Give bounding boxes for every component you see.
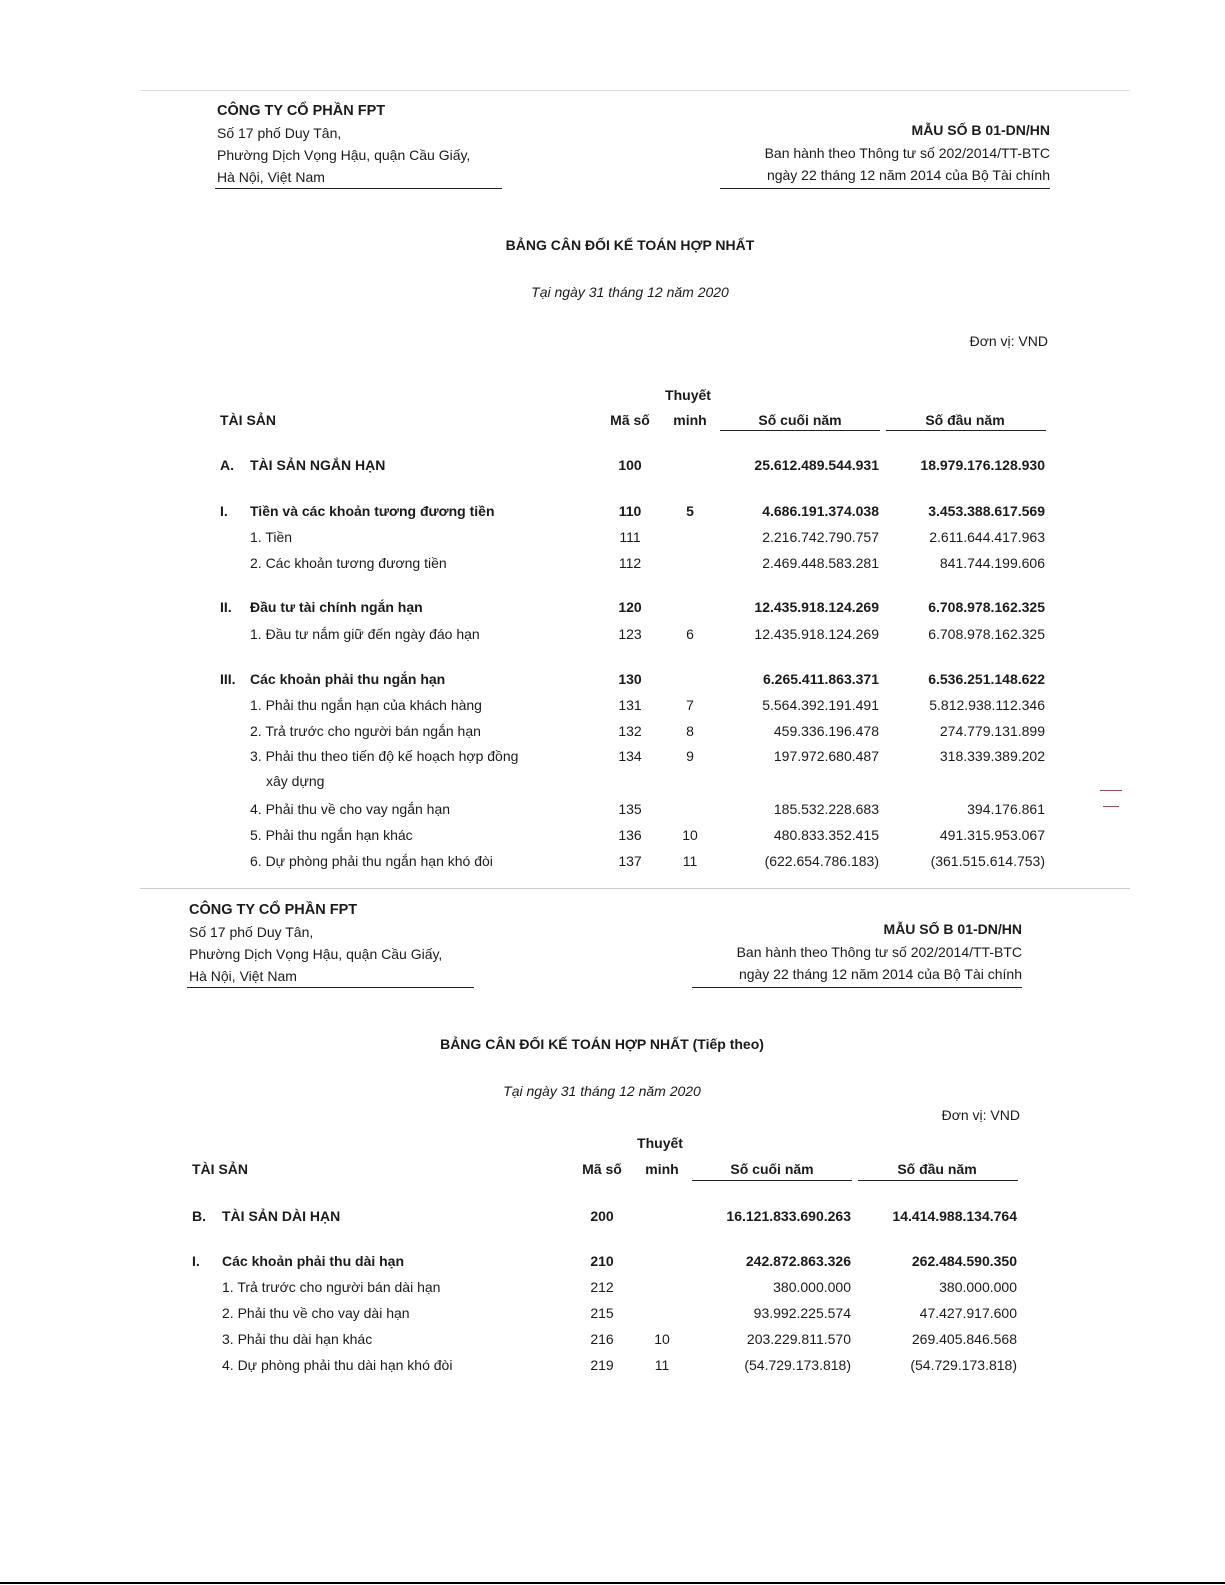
report-date: Tại ngày 31 tháng 12 năm 2020 xyxy=(531,284,729,300)
stamp-fragment xyxy=(1103,806,1119,807)
row-note: 10 xyxy=(654,1331,670,1347)
col-header-begin: Số đầu năm xyxy=(897,1161,977,1177)
col-header-note-bottom: minh xyxy=(645,1161,679,1177)
row-end-value: 185.532.228.683 xyxy=(773,801,879,817)
row-begin-value: 47.427.917.600 xyxy=(919,1305,1017,1321)
row-code: 110 xyxy=(618,503,642,519)
row-begin-value: (54.729.173.818) xyxy=(910,1357,1017,1373)
row-end-value: 4.686.191.374.038 xyxy=(762,503,879,519)
row-label: Các khoản phải thu ngắn hạn xyxy=(250,671,446,687)
row-number: B. xyxy=(192,1208,206,1224)
company-address-line: Số 17 phố Duy Tân, xyxy=(189,924,314,940)
form-line: ngày 22 tháng 12 năm 2014 của Bộ Tài chính xyxy=(766,167,1050,183)
form-line: Ban hành theo Thông tư số 202/2014/TT-BTC xyxy=(736,944,1022,960)
row-code: 215 xyxy=(590,1305,614,1321)
row-code: 135 xyxy=(618,801,642,817)
row-end-value: 12.435.918.124.269 xyxy=(754,599,879,615)
row-label: 3. Phải thu dài hạn khác xyxy=(222,1331,373,1347)
row-note: 11 xyxy=(654,1357,670,1373)
col-header-assets: TÀI SẢN xyxy=(192,1161,248,1177)
col-header-note-top: Thuyết xyxy=(637,1135,683,1151)
row-end-value: 16.121.833.690.263 xyxy=(726,1208,851,1224)
row-end-value: 459.336.196.478 xyxy=(773,723,879,739)
row-begin-value: 6.708.978.162.325 xyxy=(928,626,1045,642)
row-label: TÀI SẢN DÀI HẠN xyxy=(222,1208,341,1224)
company-address-line: Phường Dịch Vọng Hậu, quận Cầu Giấy, xyxy=(189,946,443,962)
row-label: 2. Trả trước cho người bán ngắn hạn xyxy=(250,723,481,739)
row-end-value: 6.265.411.863.371 xyxy=(762,671,879,687)
row-begin-value: 5.812.938.112.346 xyxy=(929,697,1045,713)
row-number: I. xyxy=(220,503,228,519)
row-label: 3. Phải thu theo tiến độ kế hoạch hợp đồng xyxy=(250,748,519,764)
row-begin-value: 394.176.861 xyxy=(967,801,1045,817)
row-number: I. xyxy=(192,1253,200,1269)
row-begin-value: 6.536.251.148.622 xyxy=(928,671,1045,687)
col-header-assets: TÀI SẢN xyxy=(220,412,276,428)
report-date: Tại ngày 31 tháng 12 năm 2020 xyxy=(503,1083,701,1099)
row-code: 136 xyxy=(618,827,642,843)
row-label: 5. Phải thu ngắn hạn khác xyxy=(250,827,413,843)
row-label-continued: xây dựng xyxy=(266,773,325,789)
company-address-line: Phường Dịch Vọng Hậu, quận Cầu Giấy, xyxy=(217,147,471,163)
row-end-value: 380.000.000 xyxy=(773,1279,851,1295)
row-label: 4. Phải thu về cho vay ngắn hạn xyxy=(250,801,451,817)
row-begin-value: 841.744.199.606 xyxy=(939,555,1045,571)
row-end-value: 480.833.352.415 xyxy=(773,827,879,843)
company-name: CÔNG TY CỔ PHẦN FPT xyxy=(217,103,386,119)
row-code: 219 xyxy=(590,1357,614,1373)
unit-label: Đơn vị: VND xyxy=(941,1107,1020,1123)
row-note: 11 xyxy=(682,853,698,869)
col-header-code: Mã số xyxy=(610,412,650,428)
col-header-end: Số cuối năm xyxy=(730,1161,814,1177)
row-label: Các khoản phải thu dài hạn xyxy=(222,1253,405,1269)
row-note: 7 xyxy=(686,697,694,713)
row-begin-value: 14.414.988.134.764 xyxy=(892,1208,1017,1224)
row-code: 210 xyxy=(590,1253,614,1269)
col-underline-end xyxy=(720,430,880,431)
header-underline-right xyxy=(720,188,1050,189)
form-code: MẪU SỐ B 01-DN/HN xyxy=(883,921,1022,937)
row-code: 137 xyxy=(618,853,642,869)
header-underline-left xyxy=(187,987,474,988)
row-begin-value: 269.405.846.568 xyxy=(911,1331,1017,1347)
col-header-note-bottom: minh xyxy=(673,412,707,428)
header-underline-left xyxy=(215,188,502,189)
col-header-end: Số cuối năm xyxy=(758,412,842,428)
row-label: 2. Các khoản tương đương tiền xyxy=(250,555,447,571)
row-code: 112 xyxy=(618,555,642,571)
row-begin-value: 262.484.590.350 xyxy=(911,1253,1017,1269)
row-code: 216 xyxy=(590,1331,614,1347)
row-begin-value: (361.515.614.753) xyxy=(930,853,1045,869)
stamp-fragment xyxy=(1100,790,1122,791)
col-underline-begin xyxy=(858,1180,1018,1181)
row-code: 132 xyxy=(618,723,642,739)
row-label: 1. Tiền xyxy=(250,529,293,545)
row-end-value: 2.469.448.583.281 xyxy=(762,555,879,571)
row-code: 131 xyxy=(618,697,642,713)
row-begin-value: 6.708.978.162.325 xyxy=(928,599,1045,615)
company-address-line: Hà Nội, Việt Nam xyxy=(217,169,325,185)
row-end-value: 25.612.489.544.931 xyxy=(754,457,879,473)
row-code: 120 xyxy=(618,599,642,615)
form-code: MẪU SỐ B 01-DN/HN xyxy=(911,122,1050,138)
company-name: CÔNG TY CỔ PHẦN FPT xyxy=(189,902,358,918)
row-label: Tiền và các khoản tương đương tiền xyxy=(250,503,495,519)
report-title: BẢNG CÂN ĐỐI KẾ TOÁN HỢP NHẤT xyxy=(505,237,755,253)
row-label: Đầu tư tài chính ngắn hạn xyxy=(250,599,423,615)
form-line: Ban hành theo Thông tư số 202/2014/TT-BTC xyxy=(764,145,1050,161)
row-begin-value: 491.315.953.067 xyxy=(939,827,1045,843)
row-begin-value: 380.000.000 xyxy=(939,1279,1017,1295)
row-label: 6. Dự phòng phải thu ngắn hạn khó đòi xyxy=(250,853,493,869)
col-header-begin: Số đầu năm xyxy=(925,412,1005,428)
company-address-line: Số 17 phố Duy Tân, xyxy=(217,125,342,141)
row-note: 6 xyxy=(686,626,694,642)
row-number: A. xyxy=(220,457,234,473)
col-underline-begin xyxy=(886,430,1046,431)
row-end-value: 12.435.918.124.269 xyxy=(754,626,879,642)
row-note: 9 xyxy=(686,748,694,764)
row-code: 130 xyxy=(618,671,642,687)
row-label: 2. Phải thu về cho vay dài hạn xyxy=(222,1305,410,1321)
row-begin-value: 2.611.644.417.963 xyxy=(929,529,1045,545)
col-header-note-top: Thuyết xyxy=(665,387,711,403)
row-begin-value: 18.979.176.128.930 xyxy=(920,457,1045,473)
col-header-code: Mã số xyxy=(582,1161,622,1177)
row-begin-value: 274.779.131.899 xyxy=(939,723,1045,739)
row-number: III. xyxy=(220,671,236,687)
row-end-value: 242.872.863.326 xyxy=(745,1253,851,1269)
row-code: 111 xyxy=(619,529,641,545)
unit-label: Đơn vị: VND xyxy=(969,333,1048,349)
form-line: ngày 22 tháng 12 năm 2014 của Bộ Tài chính xyxy=(738,966,1022,982)
row-label: 1. Phải thu ngắn hạn của khách hàng xyxy=(250,697,482,713)
row-end-value: 93.992.225.574 xyxy=(753,1305,851,1321)
row-code: 200 xyxy=(590,1208,614,1224)
page-divider xyxy=(140,888,1130,889)
row-code: 100 xyxy=(618,457,642,473)
row-label: 4. Dự phòng phải thu dài hạn khó đòi xyxy=(222,1357,453,1373)
row-begin-value: 318.339.389.202 xyxy=(939,748,1045,764)
row-label: 1. Trả trước cho người bán dài hạn xyxy=(222,1279,441,1295)
row-end-value: (54.729.173.818) xyxy=(744,1357,851,1373)
row-label: TÀI SẢN NGẮN HẠN xyxy=(250,457,386,473)
report-title: BẢNG CÂN ĐỐI KẾ TOÁN HỢP NHẤT (Tiếp theo) xyxy=(440,1036,764,1052)
bottom-border xyxy=(0,1582,1225,1584)
row-code: 134 xyxy=(618,748,642,764)
row-begin-value: 3.453.388.617.569 xyxy=(928,503,1045,519)
row-end-value: 203.229.811.570 xyxy=(746,1331,851,1347)
row-end-value: 2.216.742.790.757 xyxy=(762,529,879,545)
row-number: II. xyxy=(220,599,232,615)
company-address-line: Hà Nội, Việt Nam xyxy=(189,968,297,984)
header-underline-right xyxy=(692,987,1022,988)
row-label: 1. Đầu tư nắm giữ đến ngày đáo hạn xyxy=(250,626,480,642)
row-end-value: 5.564.392.191.491 xyxy=(762,697,879,713)
row-note: 10 xyxy=(682,827,698,843)
page-top-edge xyxy=(140,90,1130,91)
row-end-value: (622.654.786.183) xyxy=(764,853,879,869)
row-code: 212 xyxy=(590,1279,614,1295)
row-code: 123 xyxy=(618,626,642,642)
row-note: 8 xyxy=(686,723,694,739)
row-end-value: 197.972.680.487 xyxy=(773,748,879,764)
row-note: 5 xyxy=(686,503,694,519)
col-underline-end xyxy=(692,1180,852,1181)
